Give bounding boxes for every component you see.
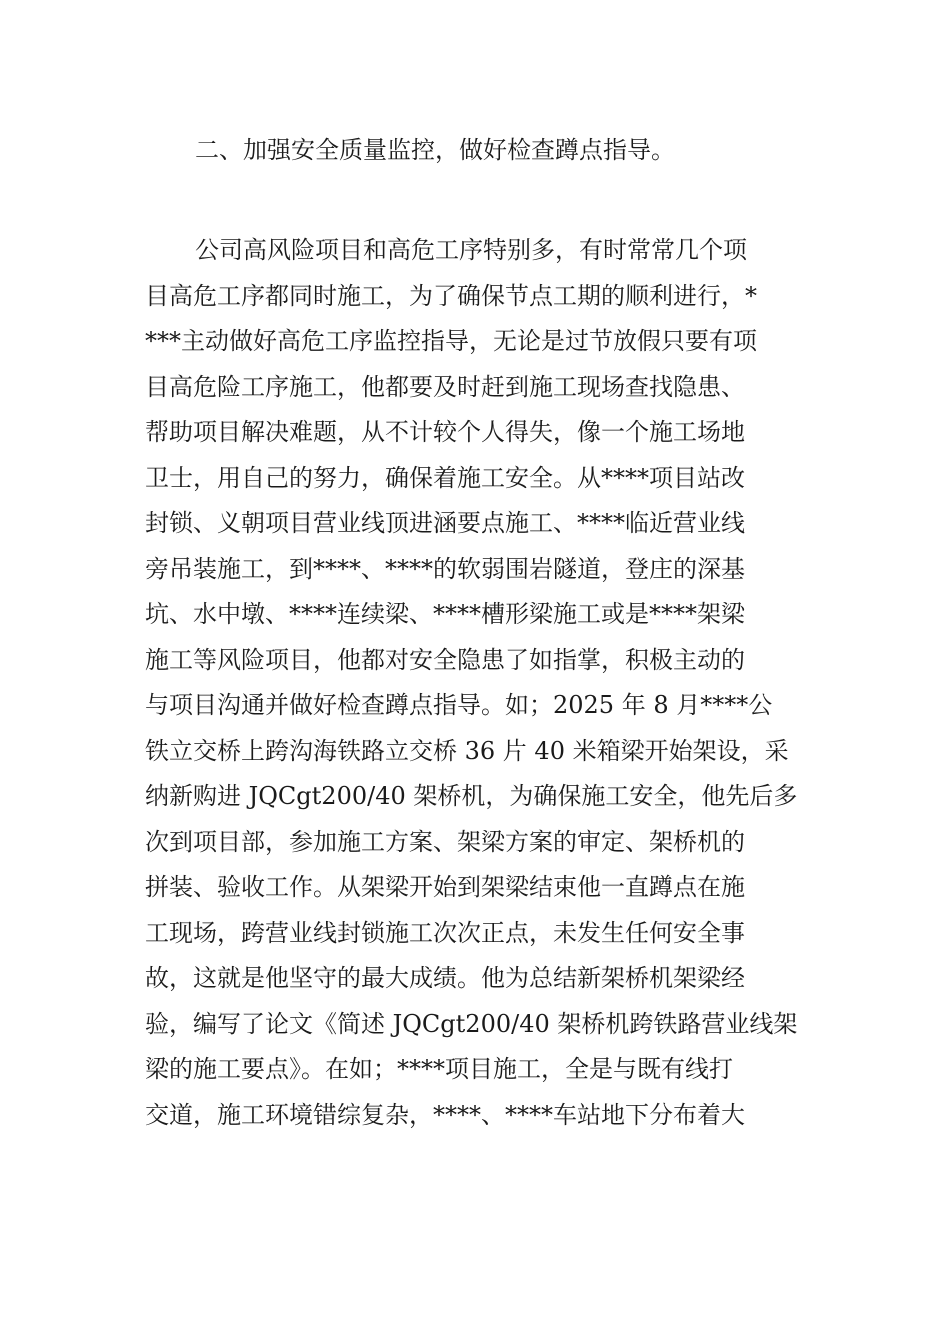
body-paragraph (145, 228, 815, 1138)
text-line: 拼装、验收工作。从架梁开始到架梁结束他一直蹲点在施 (145, 873, 745, 901)
text-line: 故，这就是他坚守的最大成绩。他为总结新架桥机架梁经 (145, 964, 745, 992)
text-line: 纳新购进 JQCgt200/40 架桥机，为确保施工安全，他先后多 (145, 782, 798, 810)
section-heading: 二、加强安全质量监控，做好检查蹲点指导。 (195, 136, 675, 164)
text-line: 旁吊装施工，到****、****的软弱围岩隧道，登庄的深基 (145, 554, 745, 583)
text-line: 工现场，跨营业线封锁施工次次正点，未发生任何安全事 (145, 918, 745, 947)
text-line: 坑、水中墩、****连续梁、****槽形梁施工或是****架梁 (145, 600, 745, 628)
text-line: 与项目沟通并做好检查蹲点指导。如；2025 年 8 月****公 (145, 691, 773, 719)
text-line: ***主动做好高危工序监控指导，无论是过节放假只要有项 (145, 327, 757, 355)
text-line: 公司高风险项目和高危工序特别多，有时常常几个项 (195, 236, 747, 264)
text-line: 目高危险工序施工，他都要及时赶到施工现场查找隐患、 (145, 372, 745, 401)
text-line: 验，编写了论文《简述 JQCgt200/40 架桥机跨铁路营业线架 (145, 1009, 798, 1038)
text-line: 铁立交桥上跨沟海铁路立交桥 36 片 40 米箱梁开始架设，采 (145, 736, 789, 765)
text-line: 梁的施工要点》。在如；****项目施工，全是与既有线打 (145, 1055, 733, 1083)
text-line: 封锁、义朝项目营业线顶进涵要点施工、****临近营业线 (145, 509, 745, 537)
text-line: 卫士，用自己的努力，确保着施工安全。从****项目站改 (145, 463, 745, 492)
text-line: 帮助项目解决难题，从不计较个人得失，像一个施工场地 (145, 418, 745, 446)
text-line: 施工等风险项目，他都对安全隐患了如指掌，积极主动的 (145, 645, 745, 674)
text-line: 目高危工序都同时施工，为了确保节点工期的顺利进行，* (145, 281, 757, 310)
text-line: 交道，施工环境错综复杂，****、****车站地下分布着大 (145, 1100, 745, 1129)
text-line: 次到项目部，参加施工方案、架梁方案的审定、架桥机的 (145, 827, 745, 856)
